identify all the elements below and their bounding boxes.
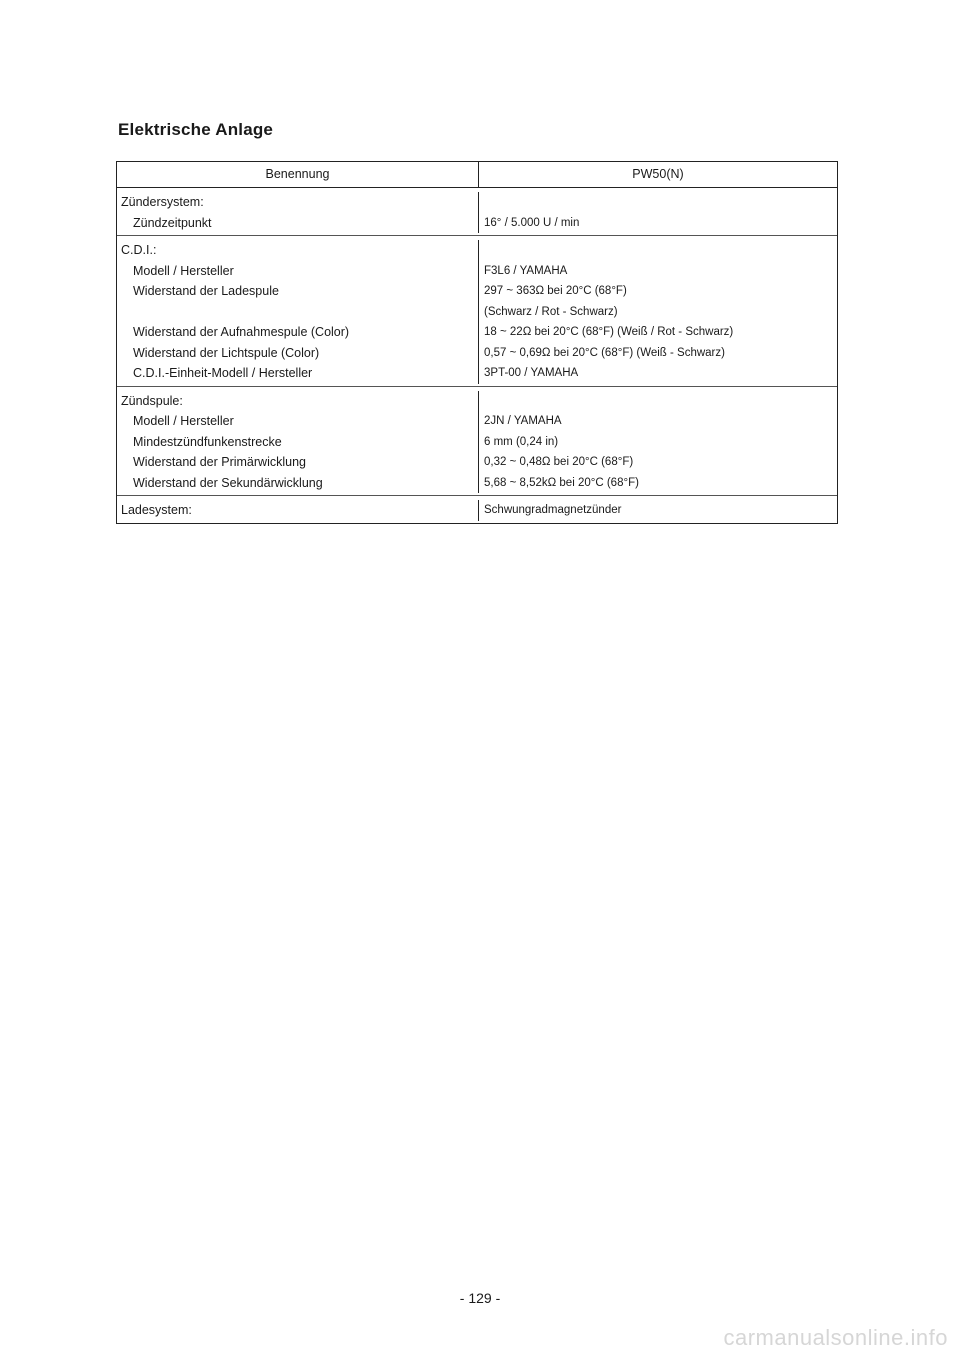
- spec-value: 5,68 ~ 8,52kΩ bei 20°C (68°F): [484, 476, 639, 489]
- spec-value: 16° / 5.000 U / min: [484, 216, 580, 229]
- spec-label: Modell / Hersteller: [133, 263, 234, 278]
- spec-label: Zündzeitpunkt: [133, 215, 212, 230]
- spec-value: (Schwarz / Rot - Schwarz): [484, 305, 618, 318]
- section-heading: Zündersystem:: [121, 195, 204, 209]
- spec-label: Ladesystem:: [121, 503, 192, 517]
- spec-value: F3L6 / YAMAHA: [484, 264, 568, 277]
- spec-label: Widerstand der Lichtspule (Color): [133, 345, 320, 360]
- header-benennung: Benennung: [117, 162, 479, 187]
- watermark: carmanualsonline.info: [723, 1325, 948, 1350]
- spec-table: [116, 161, 838, 524]
- section-zuendersystem: [117, 188, 837, 236]
- section-zuendspule: [117, 387, 837, 497]
- section-heading: Zündspule:: [121, 393, 183, 408]
- spec-value: 297 ~ 363Ω bei 20°C (68°F): [484, 285, 627, 297]
- spec-value: 3PT-00 / YAMAHA: [484, 367, 579, 379]
- spec-value: 0,57 ~ 0,69Ω bei 20°C (68°F) (Weiß - Schwarz): [484, 346, 725, 359]
- section-heading: C.D.I.:: [121, 243, 157, 257]
- section-ladesystem: [117, 496, 837, 523]
- section-title: Elektrische Anlage: [118, 120, 274, 139]
- page-number: - 129 -: [459, 1290, 501, 1306]
- spec-value: Schwungradmagnetzünder: [484, 504, 622, 516]
- spec-value: 0,32 ~ 0,48Ω bei 20°C (68°F): [484, 456, 634, 468]
- spec-label: Widerstand der Aufnahmespule (Color): [133, 325, 350, 339]
- section-cdi: [117, 236, 837, 387]
- spec-value: 2JN / YAMAHA: [484, 415, 562, 427]
- spec-label: Widerstand der Sekundärwicklung: [133, 475, 323, 490]
- header-model: PW50(N): [632, 167, 684, 181]
- spec-value: 6 mm (0,24 in): [484, 435, 559, 448]
- spec-label: Widerstand der Ladespule: [133, 284, 279, 298]
- spec-label: C.D.I.-Einheit-Modell / Hersteller: [133, 366, 313, 380]
- spec-label: Modell / Hersteller: [133, 414, 234, 428]
- table-header: [117, 162, 837, 188]
- spec-label: Mindestzündfunkenstrecke: [133, 434, 282, 449]
- spec-label: Widerstand der Primärwicklung: [133, 455, 306, 469]
- spec-value: 18 ~ 22Ω bei 20°C (68°F) (Weiß / Rot - Schwarz): [484, 326, 734, 338]
